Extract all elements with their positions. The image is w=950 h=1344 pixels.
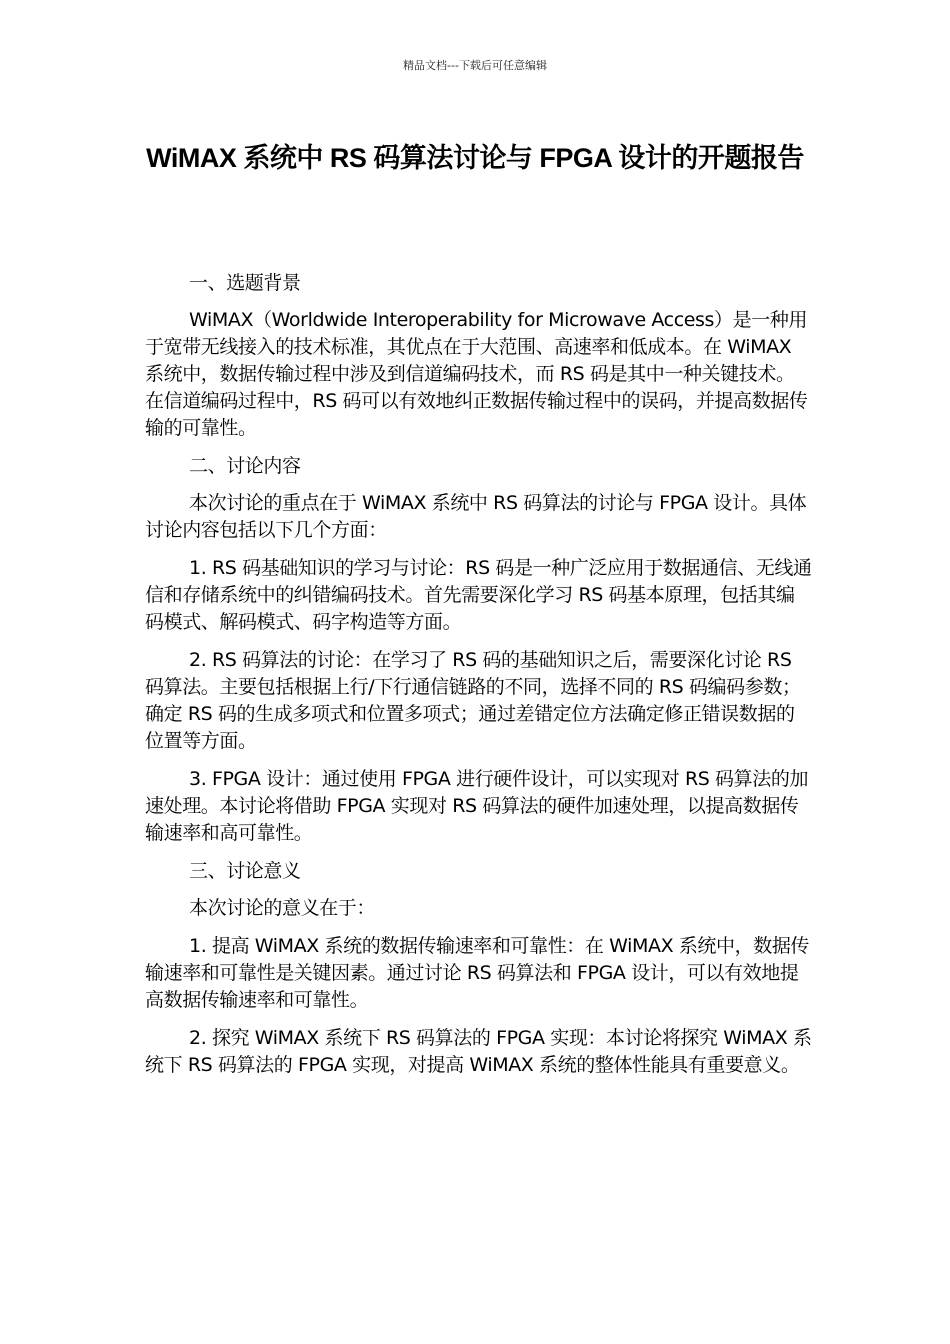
document-body [145,270,813,1090]
paragraph-significance-intro: 本次讨论的意义在于： [189,897,376,919]
header-note: 精品文档---下载后可任意编辑 [403,59,547,72]
list-item-rs-basics: 1. RS 码基础知识的学习与讨论：RS 码是一种广泛应用于数据通信、无线通信和存储系统中的纠错编码技术。首先需要深化学习 RS 码基本原理，包括其编码模式、解码模式、码字构造等方面。 [145,557,812,633]
list-item-fpga-design: 3. FPGA 设计：通过使用 FPGA 进行硬件设计，可以实现对 RS 码算法的加速处理。本讨论将借助 FPGA 实现对 RS 码算法的硬件加速处理，以提高数据传输速率和高可靠性。 [145,768,809,844]
paragraph-background: WiMAX（Worldwide Interoperability for Microwave Access）是一种用于宽带无线接入的技术标准，其优点在于大范围、高速率和低成本。在 WiMAX 系统中，数据传输过程中涉及到信道编码技术，而 RS 码是其中一种关键技术。在信道编码过程中，RS 码可以有效地纠正数据传输过程中的误码，并提高数据传输的可靠性。 [145,309,808,439]
section-heading-background: 一、选题背景 [189,272,301,294]
document-title: WiMAX 系统中 RS 码算法讨论与 FPGA 设计的开题报告 [146,143,804,173]
list-item-rs-algorithm: 2. RS 码算法的讨论：在学习了 RS 码的基础知识之后，需要深化讨论 RS 码算法。主要包括根据上行/下行通信链路的不同，选择不同的 RS 码编码参数；确定 RS 码的生成多项式和位置多项式；通过差错定位方法确定修正错误数据的位置等方面。 [145,649,801,752]
list-item-improve-rate: 1. 提高 WiMAX 系统的数据传输速率和可靠性：在 WiMAX 系统中，数据传输速率和可靠性是关键因素。通过讨论 RS 码算法和 FPGA 设计，可以有效地提高数据传输速率和可靠性。 [145,935,810,1011]
paragraph-content-intro: 本次讨论的重点在于 WiMAX 系统中 RS 码算法的讨论与 FPGA 设计。具体讨论内容包括以下几个方面： [145,492,807,541]
section-heading-content: 二、讨论内容 [189,455,301,477]
list-item-explore-fpga: 2. 探究 WiMAX 系统下 RS 码算法的 FPGA 实现：本讨论将探究 WiMAX 系统下 RS 码算法的 FPGA 实现，对提高 WiMAX 系统的整体性能具有重要意义。 [145,1027,812,1076]
section-heading-significance: 三、讨论意义 [189,860,301,882]
